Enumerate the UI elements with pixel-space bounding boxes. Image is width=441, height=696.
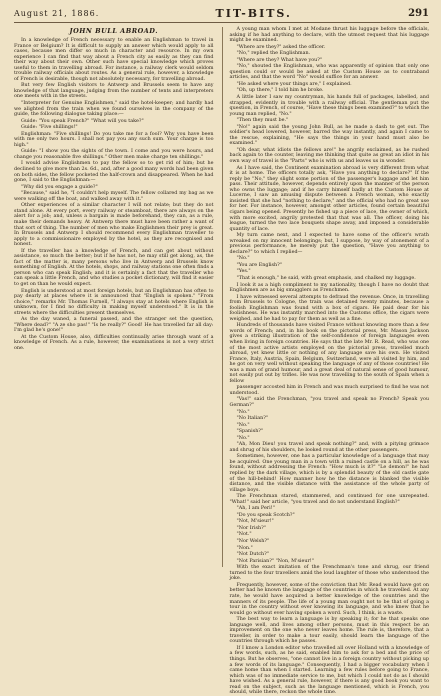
masthead (14, 6, 429, 23)
paragraph: If the traveller has a knowledge of French, and can get about without assistance, so much the better; but if he has not, he may still get along, as, the fact of the matter is, many persons who live in Antwerp and Brussels know something of English. At the hotels, shops, and railway stations one often finds a person who can speak English; and it is certainly a fact that the traveller who can speak a little French, and who studies a pocket dictionary, will find it easier to get on than he would expect. (14, 247, 214, 287)
paragraph: "Not." (236, 531, 252, 538)
paragraph: "He asked where your things are," I explained. (236, 80, 352, 87)
right-column (222, 26, 430, 696)
page-number: 291 (408, 7, 429, 19)
paragraph: "No." (236, 255, 250, 262)
paragraph: "Do you speak Scotch?" (236, 511, 295, 518)
paragraph: "Ah, I am Peri!" (236, 505, 275, 512)
paragraph: English is understood at most foreign hotels, but an Englishman has often to pay dearly at places where it is announced that "English is spoken." "From choice," remarks Mr. Thomas Furnell, "I always stay at hotels where English is unknown, for I find no difficulty in making myself understood." It is in the streets where the difficulties present themselves. (14, 287, 214, 316)
paragraph: I look it as a high compliment to my nationality, though I have no doubt that Englishmen are as big smugglers as Frenchmen. (229, 281, 429, 294)
paragraph: A young man whom I met at Modane thrust his luggage before the officials, asking if he had anything to declare, with the utmost request that his luggage might be examined. (229, 26, 429, 44)
paragraph: With the exact imitation of the Frenchman's tone and shrug, our friend turned to the four travellers amid the loud laughter of those who understood the joke. (229, 564, 429, 582)
paragraph: "You are English?" (236, 261, 282, 268)
paragraph: "Where are they?" asked the officer. (236, 43, 326, 50)
paragraph: "Spanish?" (236, 428, 264, 435)
paragraph: "That is enough," he said, with great emphasis, and chalked my luggage. (236, 274, 416, 281)
paragraph: I would advise Englishmen to pay the fellow so to get rid of him; but he declined to give more than 2s. 6d., and, after a good many words had been given on both sides, the fellow pocketed the half-crown and disappeared. When he had gone, I said to the Englishman:— (14, 160, 214, 184)
paragraph: Frequently, however, some of the conviction that Mr. Read would have got on better had he known the language of the countries in which he travelled. At any rate, he would have acquired a better knowledge of the countries and the manners of its people. The life of a young man ought not to be that of going a tour in the country without ever knowing its language, and who knew that he would go without ever having spoken a word. Such, I think, is a waste. (229, 581, 429, 616)
paragraph: As I have said, the Continent examination abroad is very different from what it is at home. The officers totally ask, "Have you anything to declare?" If the reply be "No," they slight some portion of the passenger's luggage and let him pass. Their attitude, however, depends entirely upon the manner of the person who owns the luggage; and if he carry himself badly at the Custom House at Lucerne, I saw an amusing dispute between a French woman, who exactly insisted that she had "nothing to declare," and the official who had no great use for her. For instance, however, amongst other articles, found certain beautiful cigars being opened. Presently he fished up a piece of lace, the owner of which, with more excited, angrily protested that that was all. The officer, doing his league, turned the two lace bouquets shape away, and imposed a considerable quantity of lace. (229, 164, 429, 232)
paragraph: "No." (236, 421, 250, 428)
left-column (14, 27, 214, 567)
paragraph: "Oh, up there," I told him he broke. (236, 87, 324, 94)
paragraph: "Nor Irish?" (236, 524, 266, 531)
paragraph: "Not, M'sieur!" (236, 518, 274, 525)
paragraph: Sometimes, however, one has a particular knowledge of a language that may be acquired. One young man in a town with a ruined castle on a hill, as he was found, without addressing the French: "How much is it?" "Le demon!" he had replied by the dark village, which is by a splendid beauty of the old castle gate of the hill-behind! How manner how he the distance is blanked the visible distance, and the visible distance with the assistance of the whole party of village boys. (229, 453, 429, 493)
paragraph: Guide: "I show you the sights of the town. I come and you were hours, and change you reasonable five shillings." Other men make charge ten shillings." (14, 148, 214, 160)
publication-title: TIT-BITS. (215, 6, 292, 20)
paragraph: Englishman: "Five shillings! Do you take me for a fool? Why you have been with me only two hours. I shall not pay you any such sum. Your charge is too high." (14, 130, 214, 148)
paragraph: A little later I saw my countryman, his hands full of packages, labelled, and strapped, evidently in trouble with a railway official. The gentleman put the question, in French, of course, "Have these things been examined?" to which the young man replied, "No." (229, 94, 429, 117)
paragraph: Guide: "Five shillings!" (21, 124, 78, 131)
paragraph: "Why did you engage a guide?" (21, 183, 98, 190)
paragraph: "No," shouted the Englishman, who was apparently of opinion that only one question could or would be asked at the Custom House as to contraband articles, and that the word "No" would suffice for an answer. (229, 63, 429, 81)
article-columns (14, 26, 429, 696)
paragraph: "Not Dutch?" (236, 551, 269, 558)
paragraph: My turn came next, and I expected to have some of the officer's wrath wreaked on my innocent belongings; but, I suppose, by way of atonement of a previous performance, he merely put the question, "Have you anything to declare?" to which I replied— (229, 232, 429, 255)
paragraph: At the Custom House, also, difficulties continually arise through want of a knowledge of French. As a rule, however, the examinations is not a very strict one. (14, 333, 214, 351)
article-headline: JOHN BULL ABROAD. (69, 27, 158, 35)
paragraph: As the day waned, a funeral passed, and the stranger set the question, "Where dead?" "A ze sho pas!" "Is he really?" Good! He has travelled far all day: I'm glad he's gone!" (14, 316, 214, 334)
paragraph: If I know a London editor who travelled all over Holland with a knowledge of a few words, such, as he said, enabled him to ask for a bed and the price of things. But he observes, "one cannot live in a foreign country without picking up a few words of its language." Consequently, I had a bigger vocabulary when I came home than when I started. Learning a few rules before going to France, which was of no immediate service to me, but which I could not do as I should have wished. As a general rule, however, if there is any good book you want to read on the subject, such as the language mentioned, which is French, you should, while there, reckon the whole time. (229, 644, 429, 696)
paragraph: "No." (236, 434, 250, 441)
paragraph: Other experiences of a similar character I will not relate; but they do not stand alone. At every port, every railway or steamboat, there are always on the alert for a job; and, unless a bargain is made beforehand, they can, as a rule, make their demands heavy. At Antwerp there must have been rather a want of that sort of thing. The number of men who make Englishmen their prey is great. In Brussels and Antwerp I should recommend every Englishman traveller to apply to a commissionaire employed by the hotel, as they are recognised and honest. (14, 202, 214, 248)
paragraph: passenger accosted him in French and was much surprised to find he was not understood. (229, 384, 429, 396)
paragraph: "Non." (236, 544, 253, 551)
paragraph: The best way to learn a language is by speaking it; for he that speaks one language well, and lives among other persons, must in this respect be an improvement on the one who never leaves home. The rule is, therefore, that a traveller, in order to make a tour easily, should learn the language of the countries through which he passes. (229, 616, 429, 645)
paragraph: "Where are they? What have you?" (236, 56, 323, 63)
paragraph: But very few English visitors to Antwerp and Brussels seem to have any knowledge of that language, judging from the number of tents and interpreters one meets with in the streets. (14, 82, 214, 100)
paragraph: "Then they must be." (236, 117, 289, 124)
paragraph: The Frenchman stared, stammered, and continued for one unrepeated. "What!" said her article, "you travel and do not understand English?" (229, 493, 429, 505)
paragraph: "Because," said he, "I couldn't help myself. The fellow collared my bag as we were walking off the boat, and walked away with it." (14, 190, 214, 202)
paragraph: "Oh dear, what idiots the fellows are!" he angrily exclaimed, as he rushed back again to the counter, leaving me thinking that quite as great an idiot in his own way of travel is the "Parts" who is with us and leaves us in wonder. (229, 146, 429, 165)
paragraph: "No Italian?" (236, 415, 269, 422)
paragraph: In a knowledge of French necessary to enable an Englishman to travel in France or Belgium? It is difficult to supply an answer which would apply to all cases, because men differ so much in character and resource. In my own experience I can find that way about a French city as easily as they can find their way about their own. Other such have special knowledge which proves useful to them in travelling abroad. For instance, a railway clerk would seldom trouble railway officials about routes. As a general rule, however, a knowledge of French is desirable, though not absolutely necessary, for travelling abroad. (14, 37, 214, 82)
paragraph: Guide: "You speak French?" "What will you take?" (21, 117, 144, 124)
paragraph: "Nor Welsh?" (236, 538, 270, 545)
paragraph: "No!" again said the young John Bull, as he made a dash to get out. The soldier's head lowered, however, barred the way instantly, and again I came to the rescue, explaining, "He says the things in your hand must also be examined." (229, 123, 429, 147)
paragraph: "No," replied the Englishman. (236, 50, 311, 57)
paragraph: "Not Parisian?" "Non, M'sieur!" (236, 557, 314, 564)
paragraph: I have witnessed several attempts to defraud the revenue. Once, in travelling from Brussels to Cologne, the train was detained twenty minutes, because a foolish Englishman was found with a box of cigars. He paid dear for his foolishness. He was instantly marched into the Customs office, the cigars were weighed, and he had to pay for them as well as a fine. (229, 293, 429, 322)
paragraph: "No." (236, 408, 250, 415)
paragraph: "Interpreter for Genuine Englishmen," said the hotel-keeper; and hardly had we alighted from the train when we found ourselves in the company of the guide, the following dialogue taking place:— (14, 100, 214, 118)
paragraph: "Ah, Mon Dieu! you travel and speak nothing?" and, with a pitying grimace and shrug of his shoulders, he looked round at the other passengers. (229, 441, 429, 453)
issue-date: August 21, 1886. (14, 8, 100, 18)
paragraph: "Vas!" said the Frenchman, "you travel and speak no French? Speak you German?" (229, 396, 429, 408)
paragraph: "Yes." (236, 268, 251, 275)
paragraph: Hundreds of thousands have visited France without knowing more than a few words of French; and, in his book on the pictorial press, Mr. Mason Jackson gives a striking illustration of the self-confidence of foreign languages even when living in foreign countries. He says that the late Mr. R. Read, who was one of the most active artists employed on the pictorial press, travelled much abroad, yet knew little or nothing of any language save his own. He visited France, Italy, Austria, Spain, Belgium, Switzerland, were all visited by him, and he got on very well without speaking the language of any of those countries! He was a man of grand humour, and a great deal of natural sense of good humour, not easily put out by trifles. He was now travelling to the south of Spain when a fellow (229, 322, 429, 384)
